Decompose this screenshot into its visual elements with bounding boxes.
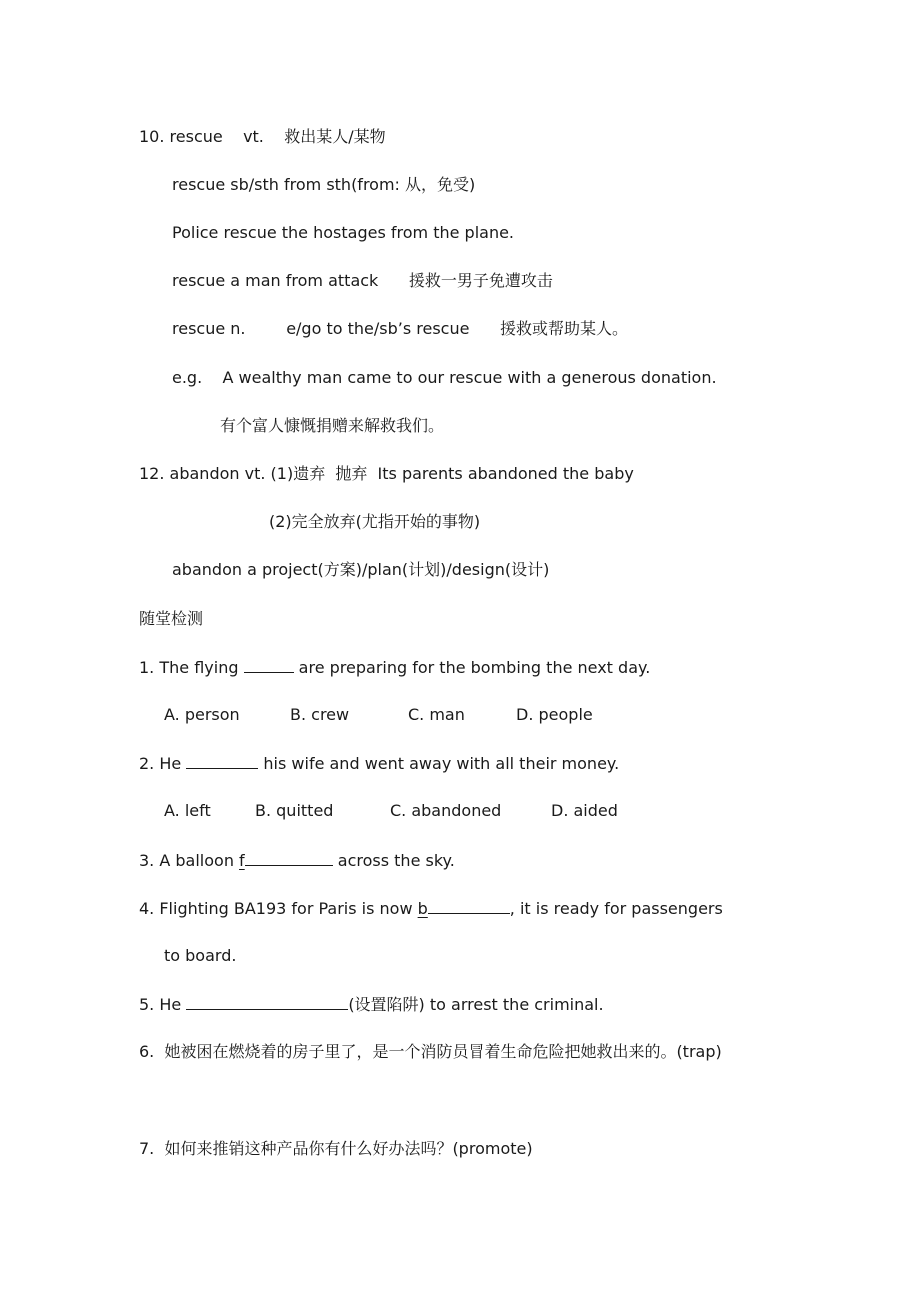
- vocab-abandon-sense2: (2)完全放弃(尤指开始的事物): [269, 512, 481, 531]
- answer-blank[interactable]: [186, 752, 258, 769]
- quiz-question-4-continuation: to board.: [164, 946, 237, 965]
- answer-blank[interactable]: [245, 849, 333, 866]
- quiz-question-3: [139, 849, 455, 872]
- quiz-option[interactable]: B. crew: [290, 705, 350, 724]
- quiz-option[interactable]: D. people: [516, 705, 593, 724]
- vocab-abandon-collocation: abandon a project(方案)/plan(计划)/design(设计): [172, 560, 550, 579]
- question-text: across the sky.: [332, 851, 455, 870]
- question-text: 4. Flighting BA193 for Paris is now: [139, 899, 418, 918]
- question-text: 1. The flying: [139, 658, 244, 677]
- answer-blank[interactable]: [244, 656, 294, 673]
- question-text: 5. He: [139, 995, 187, 1014]
- quiz-question-1: [139, 656, 650, 679]
- vocab-rescue-heading: 10. rescue vt. 救出某人/某物: [139, 127, 386, 146]
- answer-blank[interactable]: [428, 897, 510, 914]
- answer-hint-letter: f: [239, 851, 245, 870]
- quiz-title: 随堂检测: [139, 609, 204, 628]
- question-text: are preparing for the bombing the next day.: [293, 658, 651, 677]
- question-text: (设置陷阱) to arrest the criminal.: [348, 995, 604, 1014]
- vocab-rescue-noun: rescue n. e/go to the/sb’s rescue 援救或帮助某人。: [172, 319, 628, 338]
- vocab-rescue-eg: e.g. A wealthy man came to our rescue with a generous donation.: [172, 368, 717, 387]
- vocab-rescue-example: rescue a man from attack 援救一男子免遭攻击: [172, 271, 553, 290]
- quiz-option[interactable]: B. quitted: [255, 801, 334, 820]
- vocab-rescue-eg-translation: 有个富人慷慨捐赠来解救我们。: [220, 416, 445, 435]
- quiz-question-7: 7. 如何来推销这种产品你有什么好办法吗？(promote): [139, 1139, 533, 1158]
- vocab-rescue-pattern: rescue sb/sth from sth(from: 从，免受): [172, 175, 476, 194]
- quiz-option[interactable]: D. aided: [551, 801, 618, 820]
- answer-hint-letter: b: [417, 899, 428, 918]
- quiz-question-5: [139, 993, 604, 1016]
- quiz-option[interactable]: A. person: [164, 705, 240, 724]
- quiz-option[interactable]: C. man: [408, 705, 465, 724]
- quiz-question-2: [139, 752, 619, 775]
- vocab-abandon-heading: 12. abandon vt. (1)遗弃 抛弃 Its parents abandoned the baby: [139, 464, 634, 483]
- quiz-option[interactable]: C. abandoned: [390, 801, 502, 820]
- quiz-question-4: [139, 897, 723, 920]
- vocab-rescue-example: Police rescue the hostages from the plane.: [172, 223, 515, 242]
- answer-blank[interactable]: [186, 993, 348, 1010]
- question-text: , it is ready for passengers: [509, 899, 723, 918]
- question-text: his wife and went away with all their money.: [258, 754, 620, 773]
- quiz-question-6: 6. 她被困在燃烧着的房子里了，是一个消防员冒着生命危险把她救出来的。(trap): [139, 1042, 722, 1061]
- question-text: 2. He: [139, 754, 187, 773]
- question-text: 3. A balloon: [139, 851, 240, 870]
- quiz-option[interactable]: A. left: [164, 801, 211, 820]
